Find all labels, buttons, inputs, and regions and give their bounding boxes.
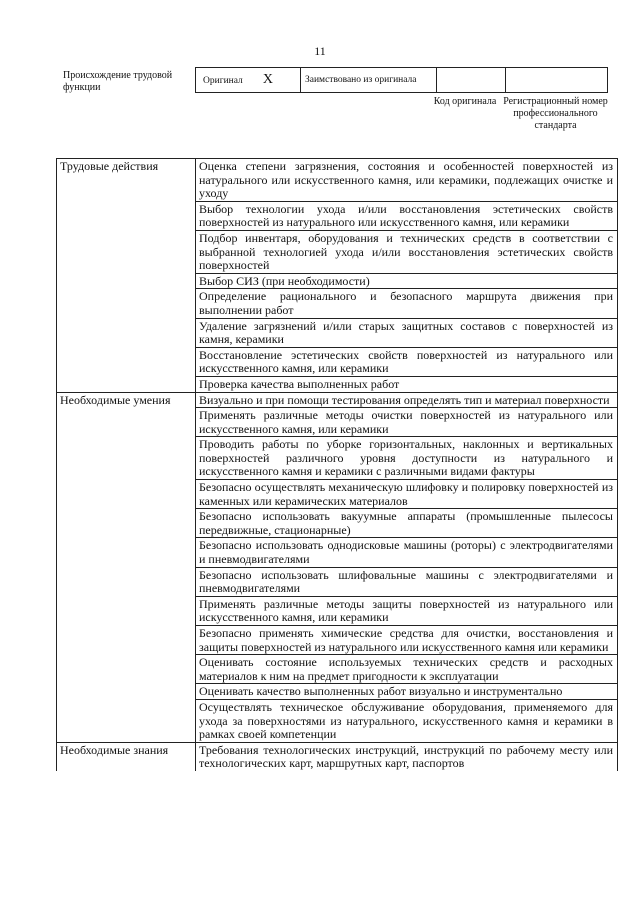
borrowed-label: Заимствовано из оригинала	[301, 68, 437, 93]
table-cell-item: Безопасно использовать шлифовальные машины с электродвигателями и пневмодвигателями	[196, 567, 618, 596]
table-cell-item: Удаление загрязнений и/или старых защитных составов с поверхностей из камня, керамики	[196, 318, 618, 347]
table-cell-item: Оценивать качество выполненных работ визуально и инструментально	[196, 684, 618, 700]
table-cell-item: Определение рационального и безопасного маршрута движения при выполнении работ	[196, 289, 618, 318]
reg-number-cell	[506, 68, 608, 93]
table-cell-item: Подбор инвентаря, оборудования и технических средств в соответствии с выбранной технологией ухода и/или восстановления эстетических свойств поверхностей	[196, 230, 618, 273]
table-cell-item: Требования технологических инструкций, инструкций по рабочему месту или технологических карт, маршрутных карт, паспортов	[196, 742, 618, 771]
table-row	[57, 392, 618, 408]
labor-function-table	[56, 158, 618, 771]
table-row	[57, 742, 618, 771]
origin-table	[195, 67, 608, 93]
section-title-required-skills: Необходимые умения	[57, 392, 196, 742]
table-cell-item: Осуществлять техническое обслуживание оборудования, применяемого для ухода за поверхностями из натурального, искусственного камня и керамики в рамках своей компетенции	[196, 699, 618, 742]
origin-label: Происхождение трудовой функции	[63, 70, 173, 93]
table-cell-item: Оценивать состояние используемых технических средств и расходных материалов к ним на предмет пригодности к эксплуатации	[196, 655, 618, 684]
section-title-required-knowledge: Необходимые знания	[57, 742, 196, 771]
table-cell-item: Безопасно использовать вакуумные аппараты (промышленные пылесосы передвижные, стационарные)	[196, 509, 618, 538]
table-cell-item: Безопасно применять химические средства для очистки, восстановления и защиты поверхностей из натурального или искусственного камня или керамики	[196, 626, 618, 655]
table-cell-item: Восстановление эстетических свойств поверхностей из натурального или искусственного камня, или керамики	[196, 347, 618, 376]
code-cell	[437, 68, 506, 93]
table-cell-item: Проводить работы по уборке горизонтальных, наклонных и вертикальных поверхностей различного уровня доступности из натурального и искусственного камня и керамики с различными видами фактуры	[196, 437, 618, 480]
table-cell-item: Применять различные методы очистки поверхностей из натурального или искусственного камня, или керамики	[196, 408, 618, 437]
code-label: Код оригинала	[433, 96, 497, 107]
table-cell-item: Применять различные методы защиты поверхностей из натурального или искусственного камня, или керамики	[196, 596, 618, 625]
table-cell-item: Оценка степени загрязнения, состояния и особенностей поверхностей из натурального или искусственного камня, или керамики, подлежащих очистке и уходу	[196, 159, 618, 202]
reg-number-label: Регистрационный номер профессионального стандарта	[503, 96, 608, 131]
original-label: Оригинал	[203, 75, 243, 86]
table-cell-item: Визуально и при помощи тестирования определять тип и материал поверхности	[196, 392, 618, 408]
original-mark: X	[262, 71, 273, 87]
page-number: 11	[314, 44, 326, 58]
table-cell-item: Выбор технологии ухода и/или восстановления эстетических свойств поверхностей из натурального или искусственного камня, или керамики	[196, 201, 618, 230]
table-cell-item: Безопасно осуществлять механическую шлифовку и полировку поверхностей из каменных или керамических материалов	[196, 480, 618, 509]
section-title-labor-actions: Трудовые действия	[57, 159, 196, 393]
table-row	[57, 159, 618, 202]
original-cell	[196, 68, 301, 93]
table-cell-item: Выбор СИЗ (при необходимости)	[196, 273, 618, 289]
table-cell-item: Проверка качества выполненных работ	[196, 376, 618, 392]
table-cell-item: Безопасно использовать однодисковые машины (роторы) с электродвигателями и пневмодвигателями	[196, 538, 618, 567]
